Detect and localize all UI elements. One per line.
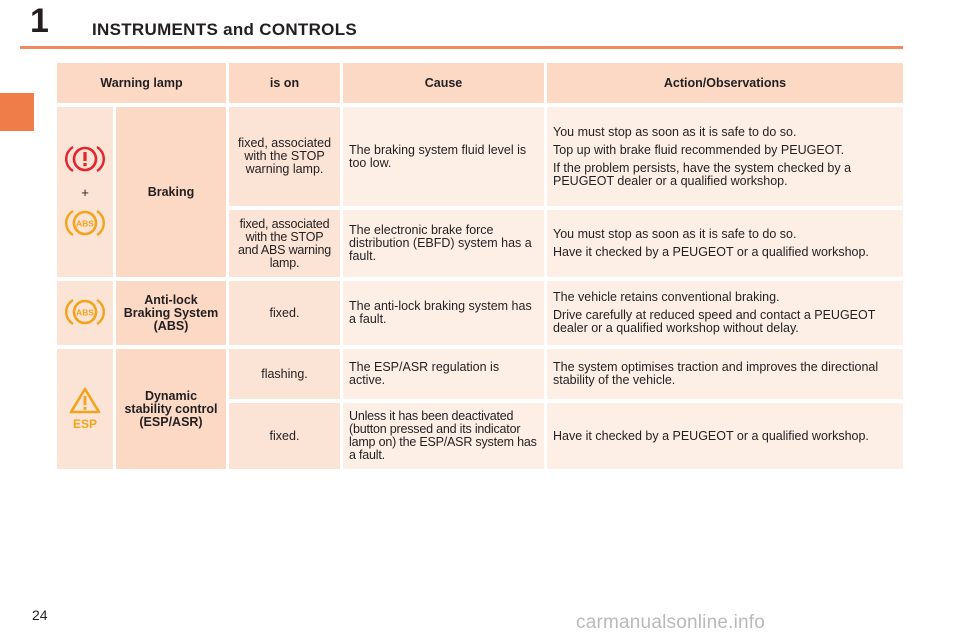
esp-cause-1: The ESP/ASR regulation is active. [343, 349, 547, 403]
abs-state: fixed. [229, 281, 343, 349]
plus-sign: + [81, 184, 89, 200]
svg-text:ABS: ABS [76, 218, 94, 228]
action-line: Drive carefully at reduced speed and contact a PEUGEOT dealer or a qualified workshop without delay. [553, 308, 876, 335]
action-line: If the problem persists, have the system checked by a PEUGEOT dealer or a qualified workshop. [553, 160, 852, 188]
esp-state-1: flashing. [229, 349, 343, 403]
svg-text:ABS: ABS [76, 307, 94, 317]
braking-state-2: fixed, associated with the STOP and ABS warning lamp. [229, 210, 343, 281]
esp-action-2: Have it checked by a PEUGEOT or a qualified workshop. [547, 403, 903, 473]
header-is-on: is on [229, 63, 343, 107]
action-line: You must stop as soon as it is safe to do so. [553, 124, 797, 139]
warning-lamp-table [57, 63, 903, 473]
esp-state-2: fixed. [229, 403, 343, 473]
action-line: The vehicle retains conventional braking. [553, 290, 780, 304]
abs-warning-icon [65, 207, 105, 239]
action-line: Have it checked by a PEUGEOT or a qualified workshop. [553, 245, 869, 259]
braking-state-1: fixed, associated with the STOP warning lamp. [229, 107, 343, 210]
table-row [57, 107, 903, 210]
braking-cause-2: The electronic brake force distribution (EBFD) system has a fault. [343, 210, 547, 281]
abs-name: Anti-lock Braking System (ABS) [116, 281, 229, 349]
esp-icon-cell [57, 349, 116, 473]
header-cause: Cause [343, 63, 547, 107]
table-row [57, 349, 903, 403]
braking-action-1 [547, 107, 903, 210]
abs-icon-cell [57, 281, 116, 349]
table-header-row [57, 63, 903, 107]
braking-action-2 [547, 210, 903, 281]
action-line: Top up with brake fluid recommended by PEUGEOT. [553, 142, 845, 157]
braking-icons-cell [57, 107, 116, 281]
chapter-number: 1 [30, 2, 49, 40]
header-rule [20, 46, 903, 49]
chapter-side-tab[interactable] [0, 93, 34, 131]
esp-name: Dynamic stability control (ESP/ASR) [116, 349, 229, 473]
esp-action-1: The system optimises traction and improves the directional stability of the vehicle. [547, 349, 903, 403]
svg-text:ESP: ESP [72, 416, 98, 430]
header-action: Action/Observations [547, 63, 903, 107]
watermark[interactable]: carmanualsonline.info [576, 612, 766, 633]
abs-action [547, 281, 903, 349]
esp-warning-icon [68, 386, 102, 430]
braking-name: Braking [116, 107, 229, 281]
header-warning-lamp: Warning lamp [57, 63, 229, 107]
abs-cause: The anti-lock braking system has a fault. [343, 281, 547, 349]
abs-warning-icon [65, 296, 105, 328]
action-line: You must stop as soon as it is safe to do so. [553, 227, 797, 241]
esp-cause-2: Unless it has been deactivated (button pressed and its indicator lamp on) the ESP/ASR system has a fault. [343, 403, 547, 473]
braking-cause-1: The braking system fluid level is too low. [343, 107, 547, 210]
table-row [57, 281, 903, 349]
brake-warning-icon [65, 143, 105, 175]
page-header-title: INSTRUMENTS and CONTROLS [92, 20, 358, 39]
page-number: 24 [32, 607, 48, 623]
